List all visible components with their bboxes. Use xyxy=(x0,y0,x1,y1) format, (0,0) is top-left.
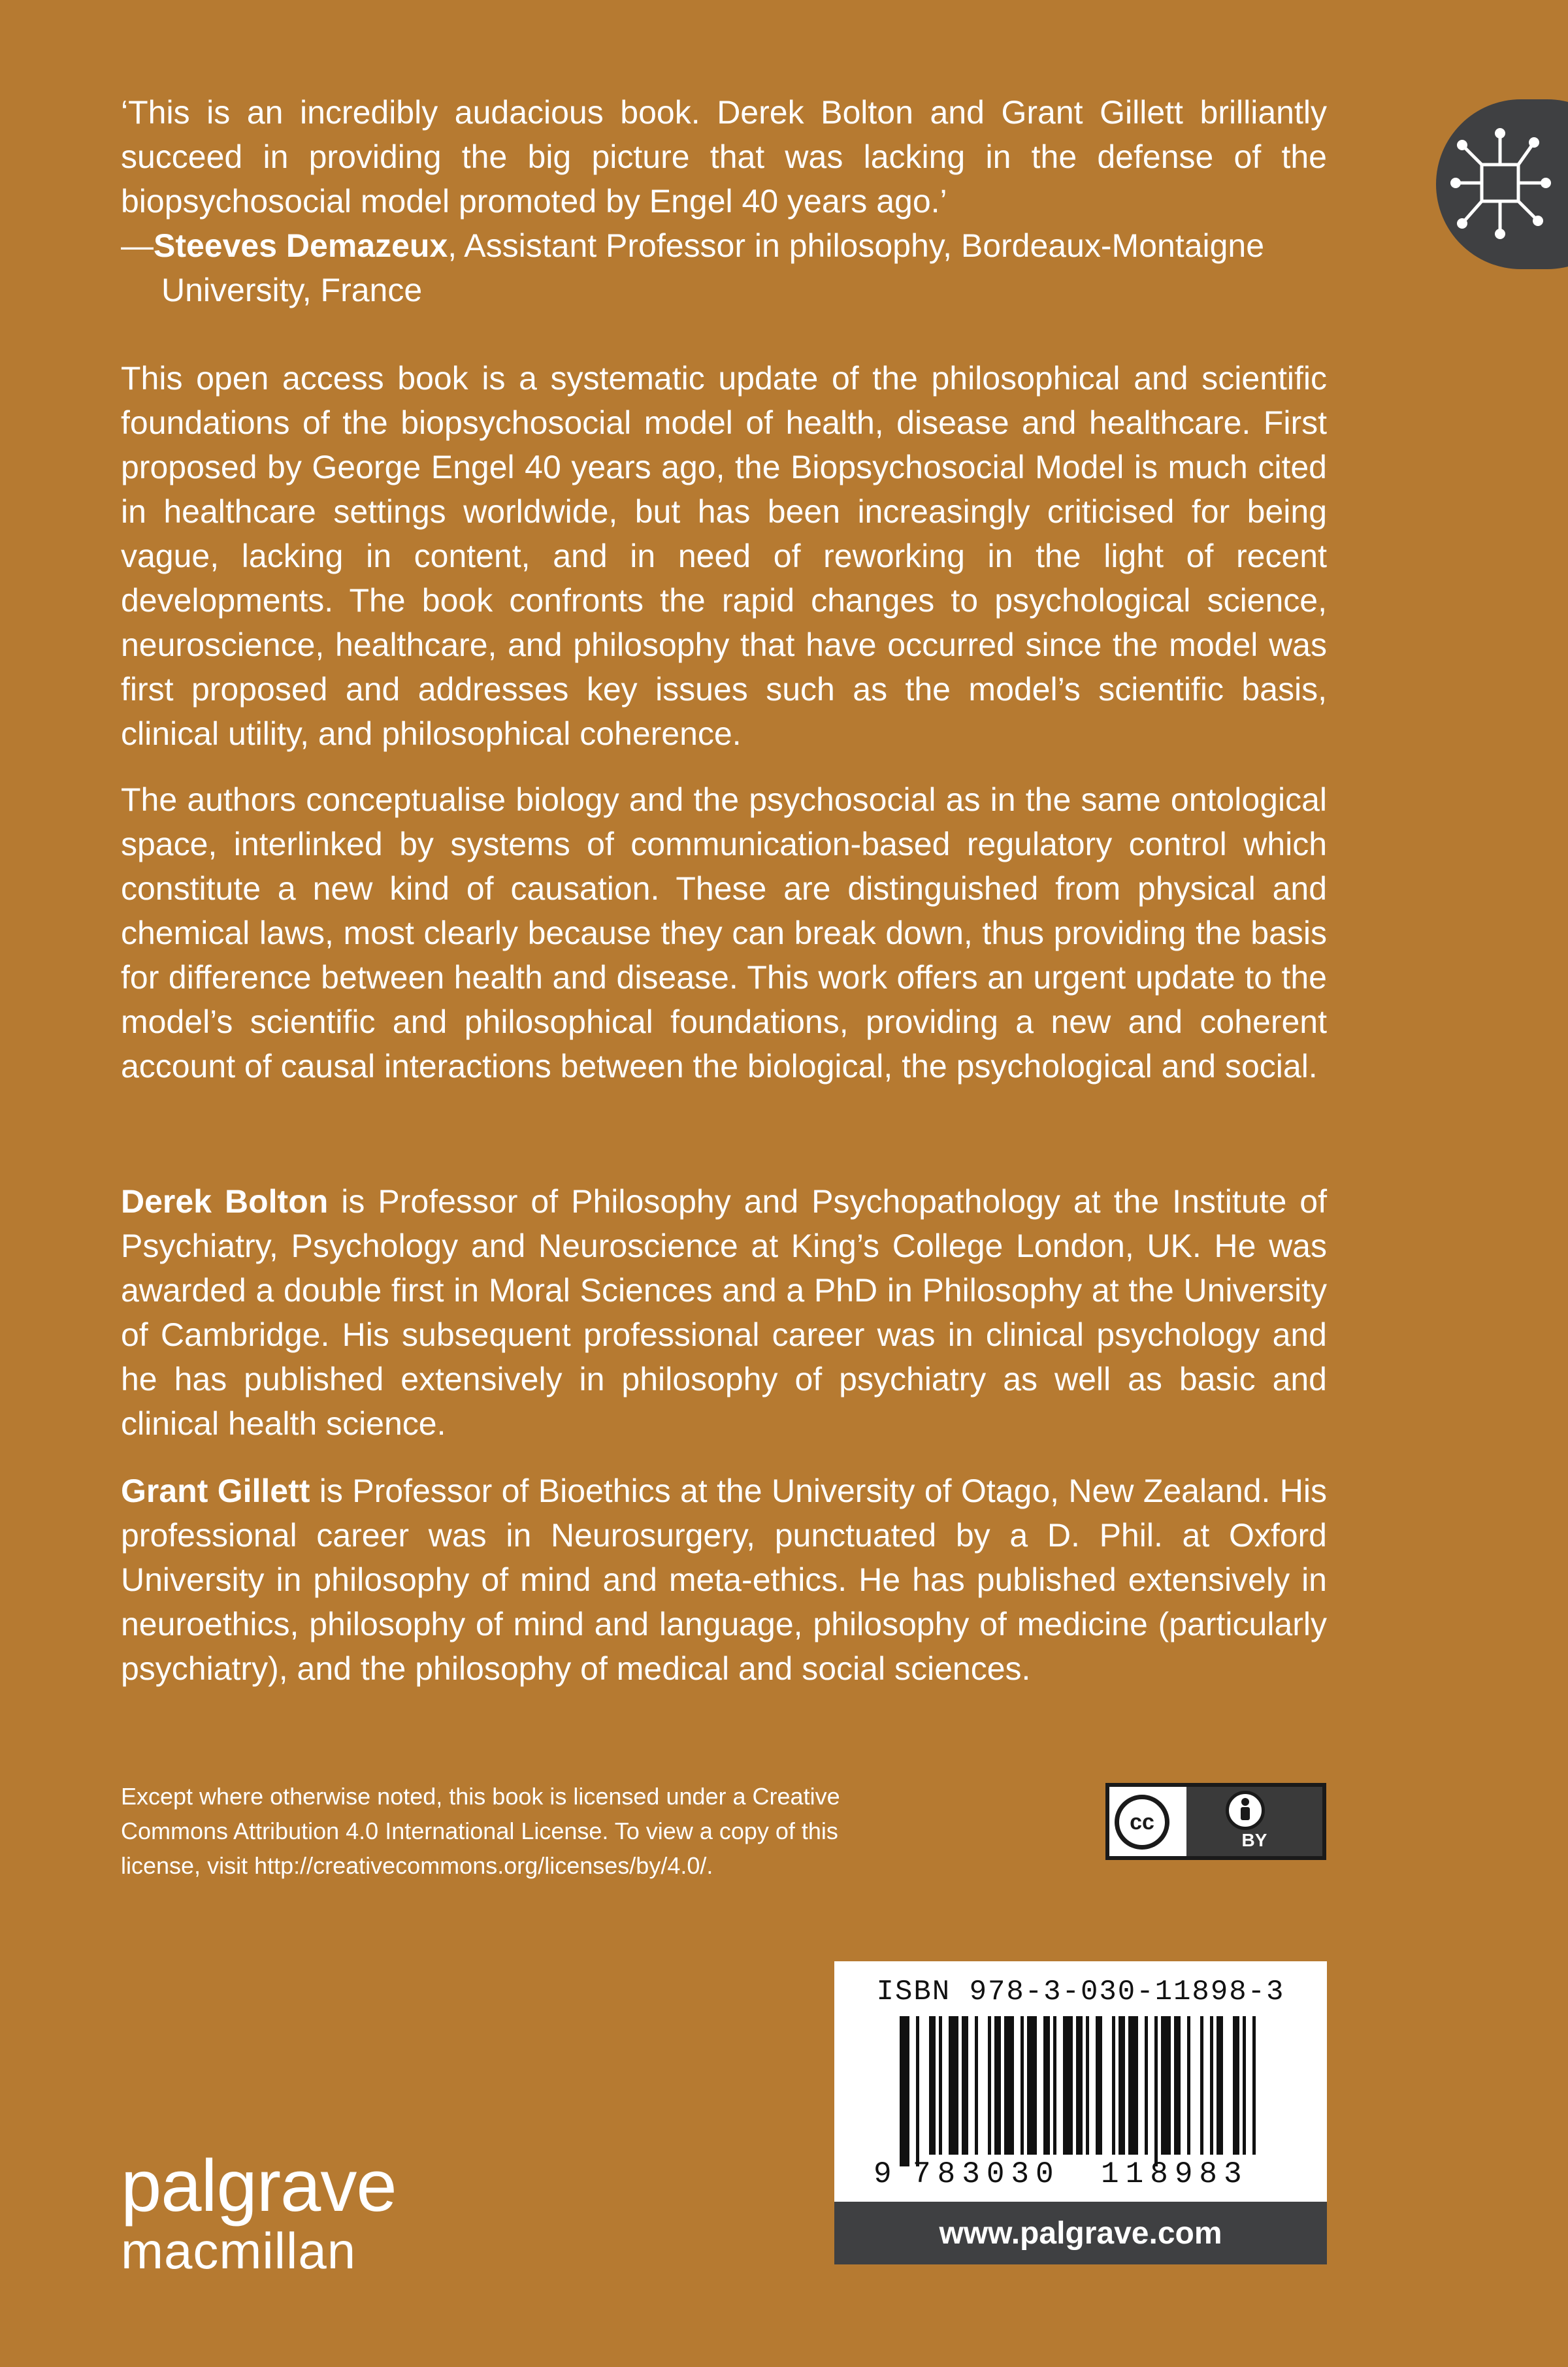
description-paragraph-1 xyxy=(121,356,1327,756)
barcode-bar xyxy=(1043,2016,1050,2155)
endorsement-quote xyxy=(121,90,1327,312)
quote-dash: — xyxy=(121,227,154,264)
barcode-bar xyxy=(1210,2016,1213,2155)
barcode-bar xyxy=(1252,2016,1256,2155)
quote-attribution xyxy=(121,223,1327,312)
barcode-bar xyxy=(916,2016,919,2166)
barcode-bar xyxy=(939,2016,942,2155)
quote-author-affiliation: , Assistant Professor in philosophy, Bordeaux-Montaigne University, France xyxy=(161,227,1265,308)
barcode-bar xyxy=(1096,2016,1102,2155)
palgrave-network-icon xyxy=(1436,99,1568,269)
author-bio-text: is Professor of Philosophy and Psychopathology at the Institute of Psychiatry, Psychology and Neuroscience at King’s College London, UK. He was awarded a double first in Moral Sciences and a PhD in Philosophy at the University of Cambridge. His subsequent professional career was in clinical psychology and he has published extensively in philosophy of psychiatry as well as basic and clinical health science. xyxy=(121,1183,1327,1442)
barcode-bar xyxy=(1063,2016,1073,2155)
author-bio-gillett xyxy=(121,1469,1327,1691)
barcode-bar xyxy=(1243,2016,1246,2155)
barcode-digit-first: 9 xyxy=(874,2157,892,2191)
author-bio-bolton xyxy=(121,1179,1327,1446)
barcode-digits-left: 783030 xyxy=(913,2157,1060,2191)
barcode-bar xyxy=(988,2016,991,2155)
barcode-bar xyxy=(1145,2016,1148,2155)
barcode-bar xyxy=(1053,2016,1056,2155)
barcode-bar xyxy=(949,2016,958,2155)
logo-macmillan: macmillan xyxy=(121,2222,357,2279)
barcode-bar xyxy=(1217,2016,1223,2155)
barcode-digits-right: 118983 xyxy=(1101,2157,1249,2191)
barcode-bar xyxy=(1154,2016,1158,2166)
quote-author: Steeves Demazeux xyxy=(154,227,448,264)
quote-text: ‘This is an incredibly audacious book. Derek Bolton and Grant Gillett brilliantly succeed in providing the big picture that was lacking in the defense of the biopsychosocial model promoted by Engel 40 years ago.’ xyxy=(121,94,1327,220)
isbn-label: ISBN 978-3-030-11898-3 xyxy=(876,1976,1285,2008)
by-panel xyxy=(1186,1787,1322,1856)
barcode-bar xyxy=(1004,2016,1014,2155)
author-name: Grant Gillett xyxy=(121,1473,310,1509)
barcode-bars xyxy=(834,1961,1327,2202)
barcode-bar xyxy=(1021,2016,1024,2155)
author-bio-text: is Professor of Bioethics at the University of Otago, New Zealand. His professional career was in Neurosurgery, punctuated by a D. Phil. at Oxford University in philosophy of mind and meta-ethics. He has published extensively in neuroethics, philosophy of mind and language, philosophy of medicine (particularly psychiatry), and the philosophy of medical and social sciences. xyxy=(121,1473,1327,1687)
license-notice: Except where otherwise noted, this book is licensed under a Creative Commons Attribution 4.0 International License. To view a copy of this license, visit http://creativecommons.org/licenses/by/4.0/. xyxy=(121,1783,840,1879)
description-text: This open access book is a systematic update of the philosophical and scientific foundations of the biopsychosocial model of health, disease and healthcare. First proposed by George Engel 40 years ago, the Biopsychosocial Model is much cited in healthcare settings worldwide, but has been increasingly criticised for being vague, lacking in content, and in need of reworking in the light of recent developments. The book confronts the rapid changes to psychological science, neuroscience, healthcare, and philosophy that have occurred since the model was first proposed and addresses key issues such as the model’s scientific basis, clinical utility, and philosophical coherence. xyxy=(121,360,1327,752)
barcode-bar xyxy=(975,2016,978,2155)
description-paragraph-2 xyxy=(121,777,1327,1088)
barcode-bar xyxy=(1200,2016,1203,2155)
isbn-barcode xyxy=(834,1961,1327,2202)
barcode-bar xyxy=(994,2016,1001,2155)
barcode-bar xyxy=(962,2016,968,2155)
palgrave-macmillan-logo xyxy=(121,2145,397,2279)
logo-palgrave: palgrave xyxy=(121,2145,397,2227)
barcode-bar xyxy=(900,2016,909,2166)
barcode-bar xyxy=(1161,2016,1171,2155)
barcode-bar xyxy=(1086,2016,1089,2155)
barcode-bar xyxy=(1128,2016,1138,2155)
barcode-bar xyxy=(1119,2016,1125,2155)
author-name: Derek Bolton xyxy=(121,1183,329,1220)
barcode-bar xyxy=(1027,2016,1037,2155)
by-label: BY xyxy=(1241,1830,1267,1850)
cc-icon: cc xyxy=(1115,1795,1169,1850)
barcode-bar xyxy=(1174,2016,1181,2155)
barcode-bar xyxy=(1233,2016,1239,2155)
description-text: The authors conceptualise biology and the psychosocial as in the same ontological space, interlinked by systems of communication-based regulatory control which constitute a new kind of causation. These are distinguished from physical and chemical laws, most clearly because they can break down, thus providing the basis for difference between health and disease. This work offers an urgent update to the model’s scientific and philosophical foundations, providing a new and coherent account of causal interactions between the biological, the psychological and social. xyxy=(121,781,1327,1085)
barcode-bar xyxy=(1112,2016,1115,2155)
publisher-url[interactable]: www.palgrave.com xyxy=(834,2202,1327,2264)
barcode-bar xyxy=(1187,2016,1190,2155)
cc-by-badge xyxy=(1105,1783,1326,1860)
barcode-bar xyxy=(1076,2016,1083,2155)
barcode-bar xyxy=(929,2016,936,2155)
person-icon xyxy=(1226,1791,1265,1830)
